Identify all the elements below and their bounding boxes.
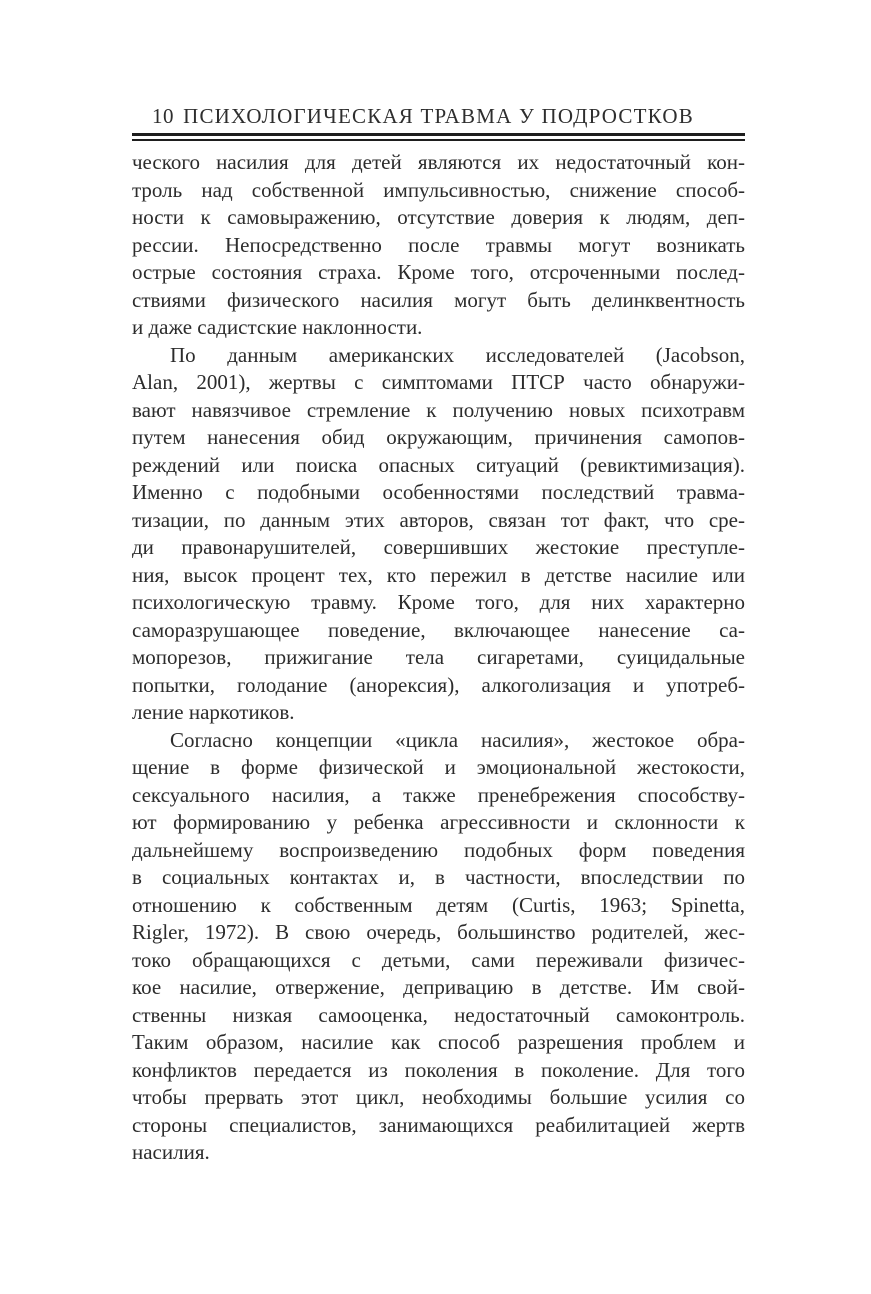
text-line: стороны специалистов, занимающихся реабилитацией жертв — [132, 1112, 745, 1137]
paragraph — [132, 342, 745, 727]
text-line: ния, высок процент тех, кто пережил в детстве насилие или — [132, 562, 745, 587]
text-line: ственны низкая самооценка, недостаточный самоконтроль. — [132, 1002, 745, 1027]
text-line: в социальных контактах и, в частности, впоследствии по — [132, 865, 745, 889]
text-line: Согласно концепции «цикла насилия», жестокое обра- — [170, 727, 745, 752]
text-line: мопорезов, прижигание тела сигаретами, суицидальные — [132, 645, 745, 669]
text-line: ствиями физического насилия могут быть делинквентность — [132, 287, 745, 312]
text-line: токо обращающихся с детьми, сами переживали физичес- — [132, 947, 745, 972]
paragraph — [132, 149, 745, 342]
text-line: Именно с подобными особенностями последствий травма- — [132, 480, 745, 504]
page-number: 10 — [152, 104, 174, 128]
page-body — [132, 149, 745, 1167]
text-line: ности к самовыражению, отсутствие доверия к людям, деп- — [132, 205, 745, 229]
text-line: ческого насилия для детей являются их недостаточный кон- — [132, 150, 745, 174]
text-line: саморазрушающее поведение, включающее нанесение са- — [132, 617, 745, 642]
text-line: и даже садистские наклонности. — [132, 315, 423, 339]
text-line: сексуального насилия, а также пренебрежения способству- — [132, 782, 745, 807]
text-line: ление наркотиков. — [132, 700, 295, 724]
text-line: острые состояния страха. Кроме того, отсроченными послед- — [132, 260, 745, 284]
text-line: Rigler, 1972). В свою очередь, большинство родителей, жес- — [132, 920, 745, 944]
text-line: кое насилие, отвержение, депривацию в детстве. Им свой- — [132, 975, 745, 999]
text-line: троль над собственной импульсивностью, снижение способ- — [132, 177, 745, 202]
text-line: путем нанесения обид окружающим, причинения самопов- — [132, 425, 745, 449]
text-line: По данным американских исследователей (Jacobson, — [170, 342, 745, 367]
text-line: попытки, голодание (анорексия), алкоголизация и употреб- — [132, 672, 745, 697]
running-header-title: ПСИХОЛОГИЧЕСКАЯ ТРАВМА У ПОДРОСТКОВ — [183, 104, 694, 128]
text-line: Alan, 2001), жертвы с симптомами ПТСР часто обнаружи- — [132, 370, 745, 394]
running-header — [132, 104, 745, 132]
text-line: тизации, по данным этих авторов, связан тот факт, что сре- — [132, 507, 745, 532]
text-line: дальнейшему воспроизведению подобных форм поведения — [132, 837, 745, 862]
text-line: конфликтов передается из поколения в поколение. Для того — [132, 1057, 745, 1082]
text-line: реждений или поиска опасных ситуаций (ревиктимизация). — [132, 452, 745, 477]
text-line: рессии. Непосредственно после травмы могут возникать — [132, 232, 745, 257]
text-line: психологическую травму. Кроме того, для них характерно — [132, 590, 745, 614]
text-line: отношению к собственным детям (Curtis, 1963; Spinetta, — [132, 892, 745, 917]
text-line: ди правонарушителей, совершивших жестокие преступле- — [132, 535, 745, 559]
paragraph — [132, 727, 745, 1167]
text-line: чтобы прервать этот цикл, необходимы большие усилия со — [132, 1085, 745, 1109]
text-line: Таким образом, насилие как способ разрешения проблем и — [132, 1030, 745, 1054]
text-line: вают навязчивое стремление к получению новых психотравм — [132, 397, 745, 422]
text-line: ют формированию у ребенка агрессивности и склонности к — [132, 810, 745, 834]
header-double-rule — [132, 133, 745, 141]
text-line: насилия. — [132, 1140, 210, 1164]
text-line: щение в форме физической и эмоциональной жестокости, — [132, 755, 745, 779]
